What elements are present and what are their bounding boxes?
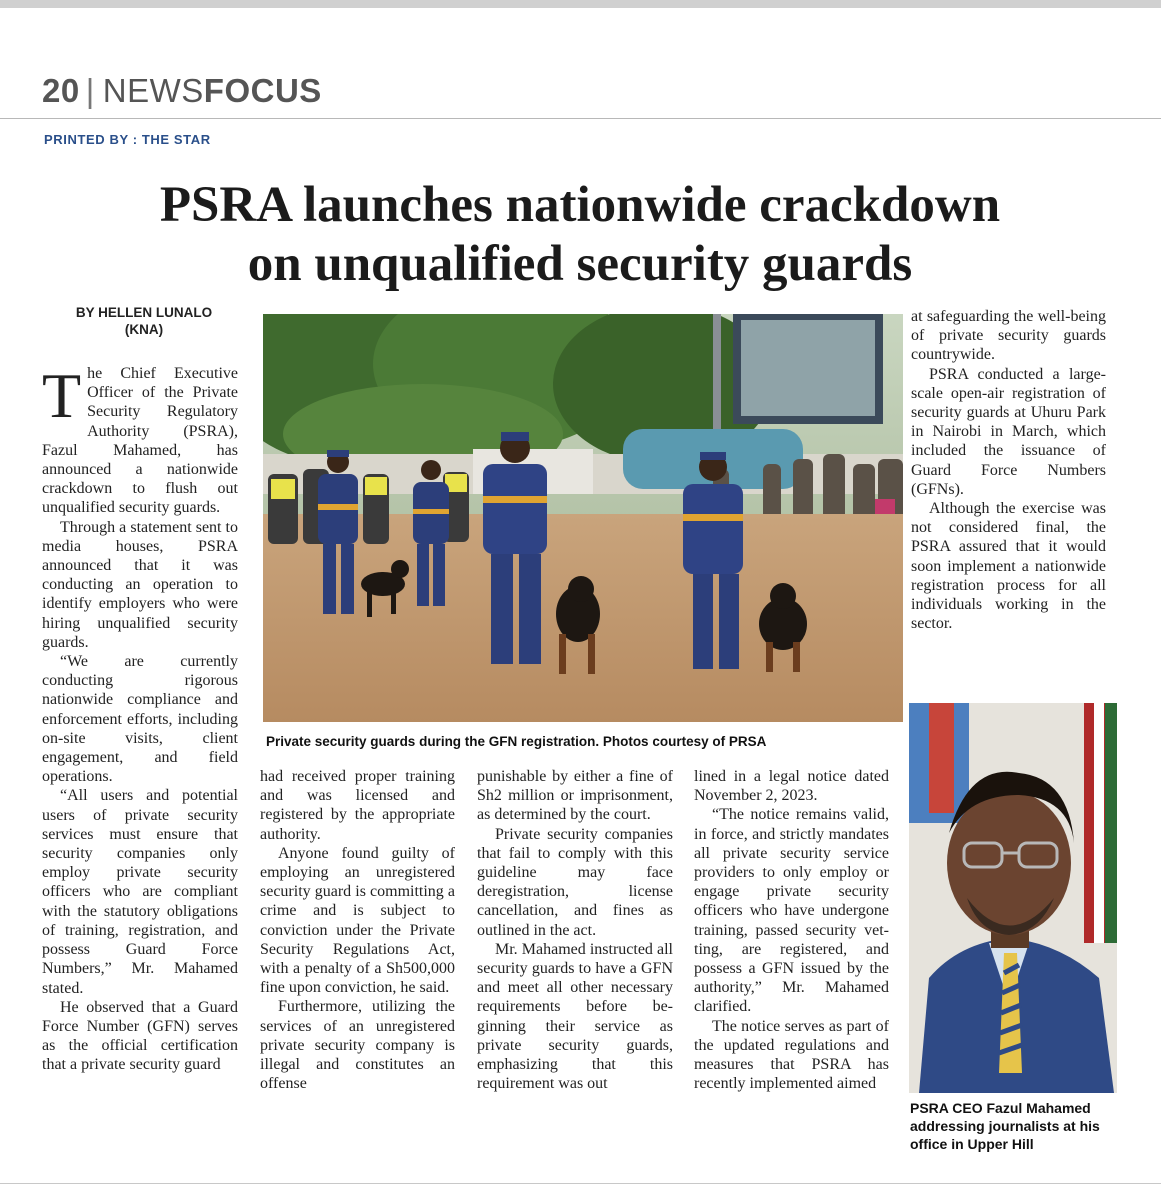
ceo-photo [909, 703, 1117, 1093]
headline [40, 176, 1120, 294]
section-name-bold: FOCUS [203, 72, 322, 109]
article-column-5 [911, 307, 1106, 633]
paragraph: Through a statement sent to media houses, PSRA announced that it was conducting an operation to identify employers who were hiring unqualified security guards. [42, 518, 238, 651]
paragraph: Furthermore, utilizing the services of an unregistered private security company is illegal and constitutes an offense [260, 998, 455, 1093]
article-column-2 [260, 767, 455, 1093]
byline [44, 304, 244, 338]
article-column-1 [42, 360, 238, 1075]
headline-line-1: PSRA launches nationwide crackdown [159, 177, 1001, 233]
page-header [42, 72, 322, 110]
header-rule [0, 118, 1161, 119]
paragraph: Although the exercise was not considered final, the PSRA assured that it would soon implement a nationwide registration process for all individuals working in the sector. [911, 500, 1106, 633]
paragraph-lede [42, 360, 238, 518]
article-column-4 [694, 767, 889, 1093]
bottom-rule [0, 1183, 1161, 1184]
article-column-3 [477, 767, 673, 1093]
paragraph: PSRA conducted a large-scale open-air registration of security guards at Uhuru Park in Nairobi in March, which included the issuance of Guard Force Numbers (GFNs). [911, 365, 1106, 498]
paragraph: Anyone found guilty of employing an unregistered security guard is committing a crime and is subject to conviction under the Private Security Regulations Act, with a penalty of a Sh500,000 fine upon conviction, he said. [260, 844, 455, 997]
paragraph-continued: at safeguarding the well-being of private security guards countrywide. [911, 308, 1106, 364]
paragraph-continued: punishable by either a fine of Sh2 million or imprisonment, as determined by the court. [477, 768, 673, 824]
section-name-light: NEWS [102, 72, 204, 109]
byline-agency: (KNA) [124, 322, 164, 337]
main-photo-illustration [263, 314, 903, 722]
drop-cap: T [42, 360, 82, 431]
ceo-photo-illustration [909, 703, 1117, 1093]
paragraph-continued: lined in a legal notice dated November 2, 2023. [694, 768, 889, 805]
printed-by-label: PRINTED BY : THE STAR [44, 132, 211, 147]
main-photo-caption: Private security guards during the GFN registration. Photos courtesy of PRSA [266, 734, 767, 749]
paragraph-continued: had received proper training and was licensed and registered by the appropriate authority. [260, 768, 455, 843]
byline-author: BY HELLEN LUNALO [75, 305, 213, 320]
headline-line-2: on unqualified security guards [247, 236, 913, 292]
paragraph: Private security companies that fail to comply with this guideline may face deregistration, license cancellation, and fines as outlined in the act. [477, 825, 673, 939]
top-edge-bar [0, 0, 1161, 8]
paragraph: Mr. Mahamed instructed all security guards to have a GFN and meet all other necessary requirements before beginning their service as private security guards, emphasizing that this requirement was out [477, 940, 673, 1093]
paragraph: “We are currently conducting rigorous nationwide compliance and enforcement efforts, including on-site visits, client engagement, and field operations. [42, 653, 238, 786]
ceo-photo-caption: PSRA CEO Fazul Mahamed addressing journalists at his office in Upper Hill [910, 1100, 1100, 1152]
paragraph: “The notice remains valid, in force, and strictly mandates all private security service providers to only employ or engage private security officers who have undergone training, passed security vetting, are registered, and possess a GFN issued by the authority,” Mr. Mahamed clarified. [694, 806, 889, 1016]
lede-text: he Chief Executive Officer of the Private Security Regulatory Authority (PSRA), Fazul Mahamed, has announced a nationwide crackdown to flush out unqualified security guards. [42, 365, 238, 517]
paragraph: He observed that a Guard Force Number (GFN) serves as the official certification that a private security guard [42, 998, 238, 1074]
paragraph: The notice serves as part of the updated regulations and measures that PSRA has recently implemented aimed [694, 1017, 889, 1093]
header-separator: | [85, 72, 95, 109]
page-number: 20 [42, 72, 80, 109]
paragraph: “All users and potential users of private security services must ensure that security companies only employ private security officers who are compliant with the statutory obligations of training, registration, and possess Guard Force Numbers,” Mr. Mahamed stated. [42, 787, 238, 997]
main-photo [263, 314, 903, 722]
